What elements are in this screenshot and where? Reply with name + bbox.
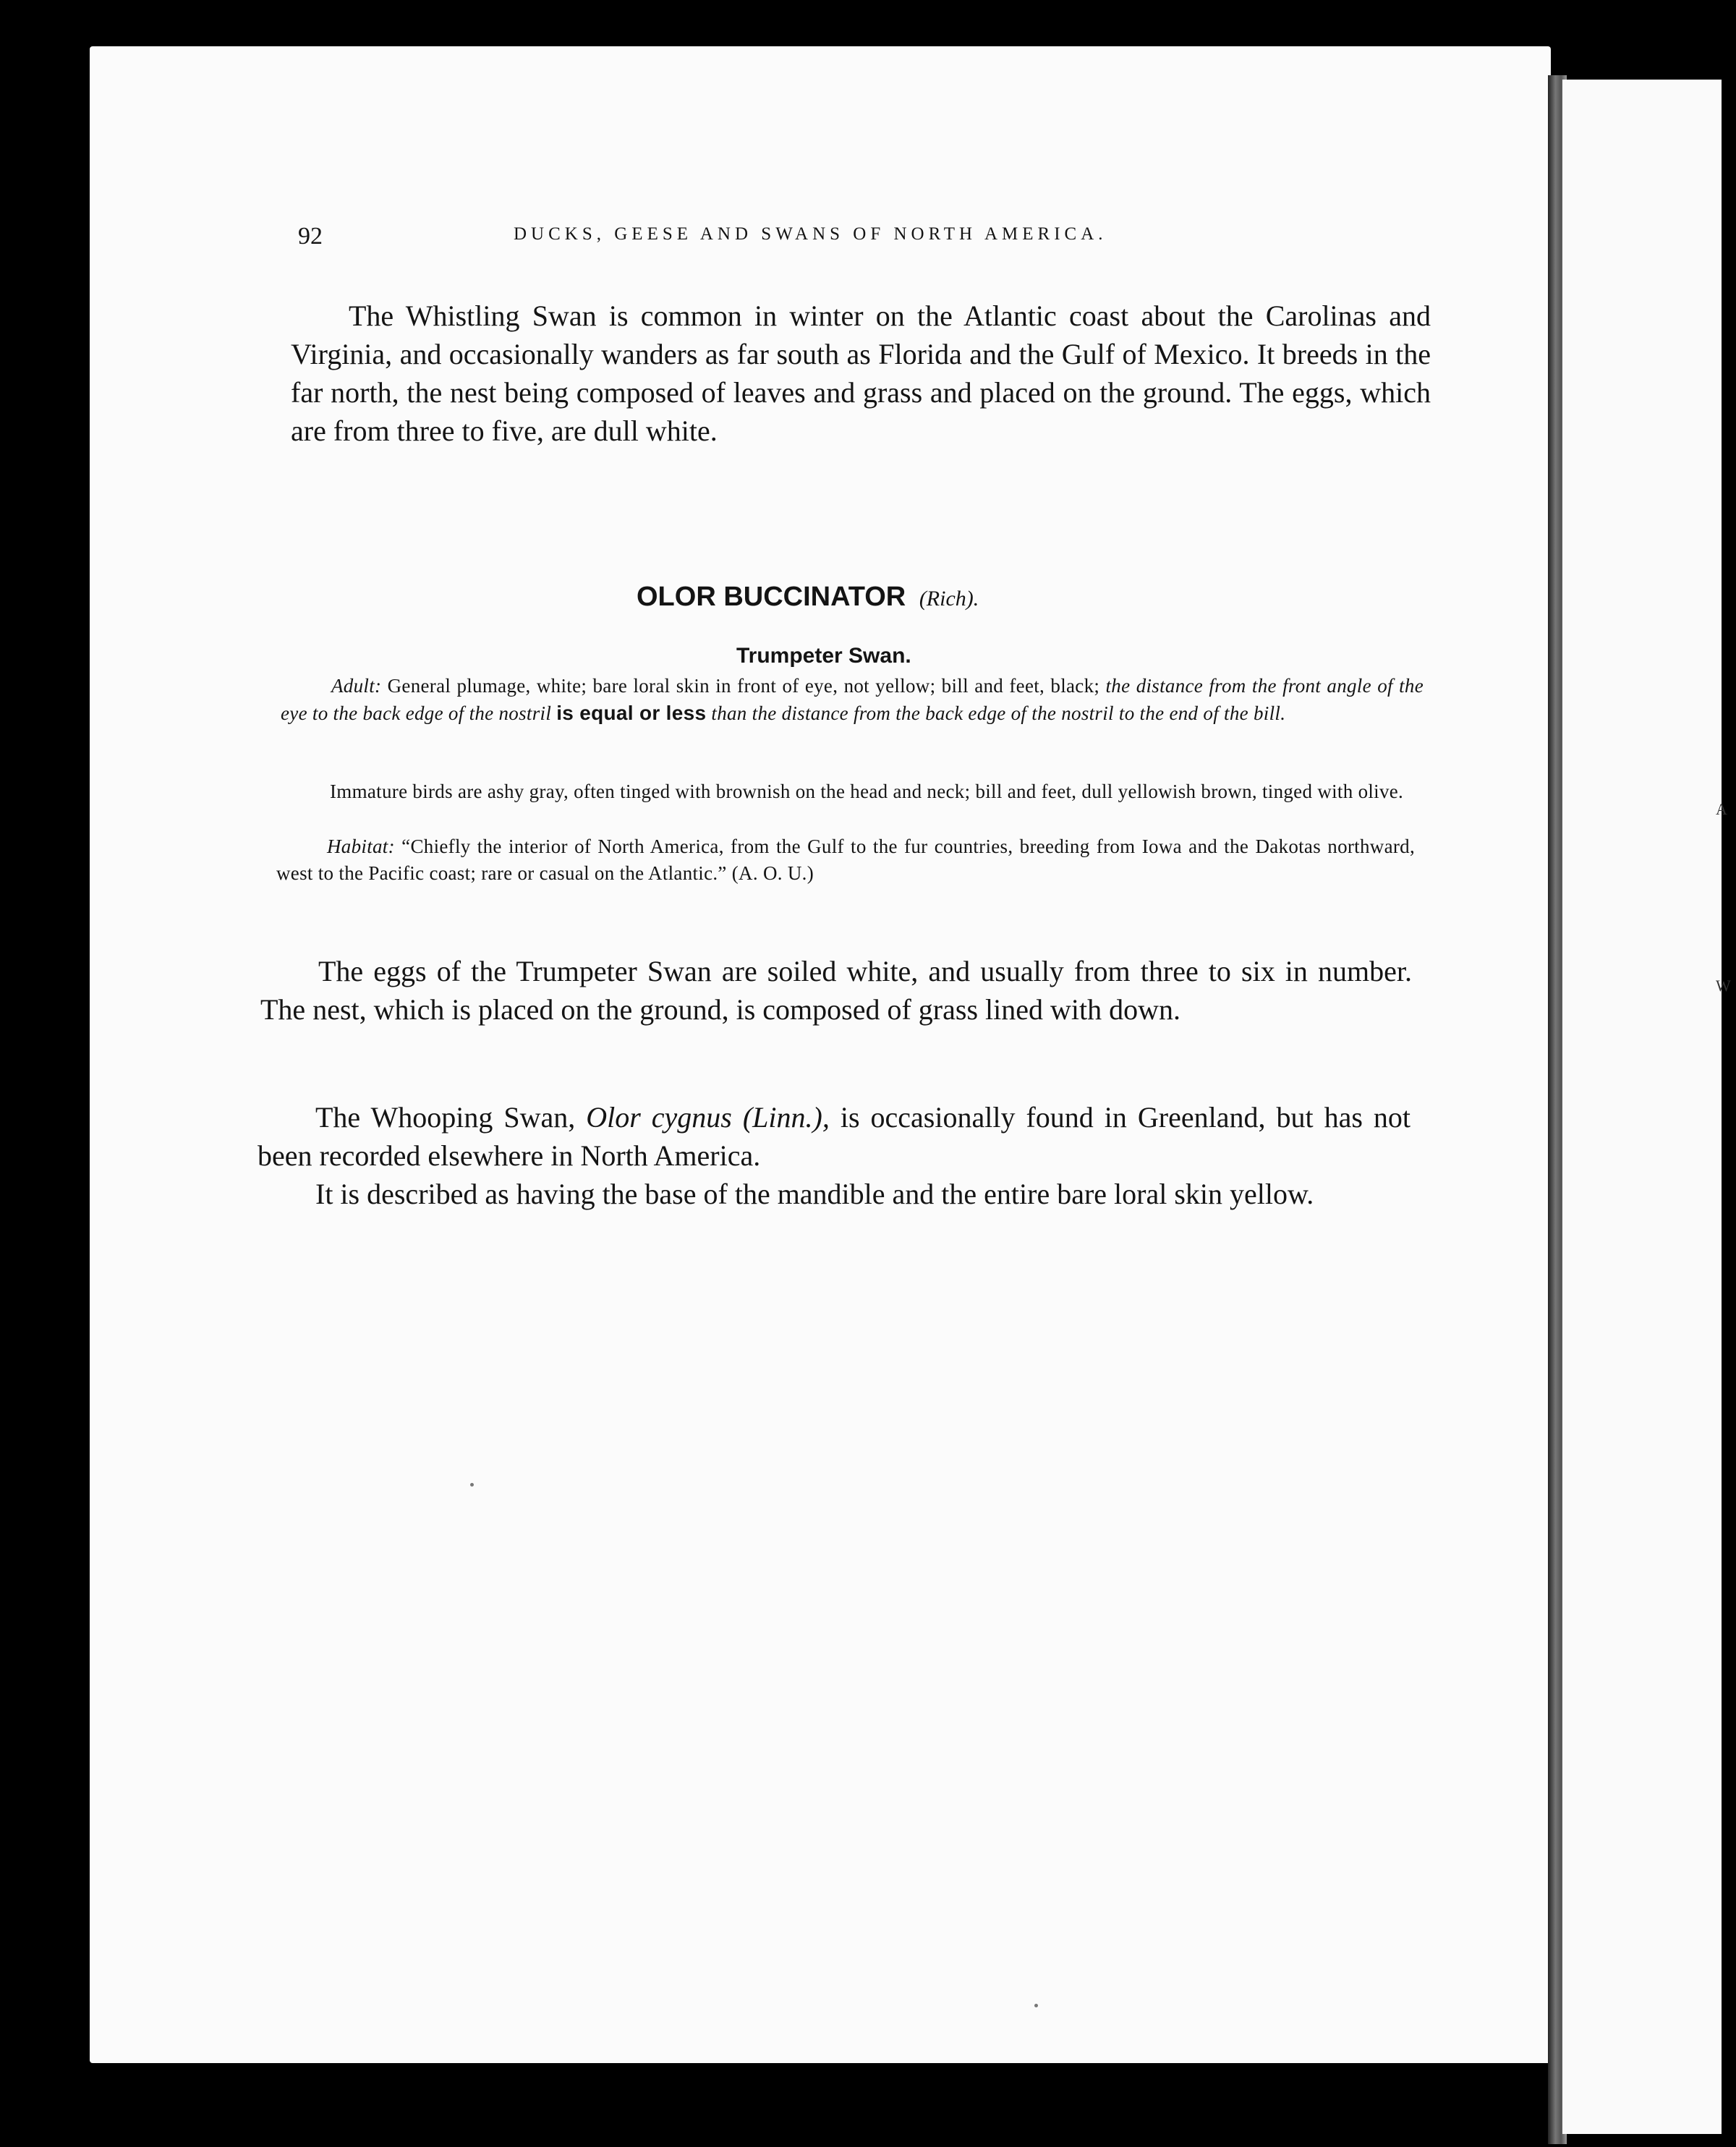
paragraph-whooping-swan	[258, 1098, 1410, 1175]
whooping-after: is occasionally found in Greenland, but has not been recorded elsewhere in North America.	[258, 1101, 1411, 1172]
adult-italic-text: the distance from the front angle of the eye to the back edge of the nostril	[281, 675, 1424, 724]
adult-description	[281, 673, 1424, 727]
scientific-name: OLOR BUCCINATOR	[637, 582, 906, 612]
facing-page-letter-1: A	[1716, 800, 1727, 818]
running-head-title: DUCKS, GEESE AND SWANS OF NORTH AMERICA.	[514, 224, 1107, 244]
habitat-text: “Chiefly the interior of North America, from the Gulf to the fur countries, breeding from Iowa and the Dakotas northward, west to the Pacific coast; rare or casual on the Atlantic.” (A. O. U.)	[276, 836, 1415, 884]
species-authority: (Rich).	[919, 587, 979, 611]
adult-bold-text: is equal or less	[556, 702, 707, 724]
adult-italic-text-2: than the distance from the back edge of the nostril to the end of the bill.	[711, 702, 1286, 724]
adult-text: General plumage, white; bare loral skin in front of eye, not yellow; bill and feet, black;	[387, 675, 1100, 697]
page-number: 92	[298, 223, 323, 250]
habitat-label: Habitat:	[327, 836, 395, 857]
paragraph-whooping-description: It is described as having the base of the mandible and the entire bare loral skin yellow.	[315, 1178, 1314, 1210]
paragraph-whistling-swan: The Whistling Swan is common in winter on the Atlantic coast about the Carolinas and Virginia, and occasionally wanders as far south as Florida and the Gulf of Mexico. It breeds in the far north, the nest being composed of leaves and grass and placed on the ground. The eggs, which are from three to five, are dull white.	[291, 299, 1431, 447]
whooping-scientific-name: Olor cygnus (Linn.),	[586, 1101, 830, 1134]
scan-speck	[1034, 2004, 1038, 2007]
species-heading	[637, 582, 1215, 613]
paragraph-trumpeter-eggs: The eggs of the Trumpeter Swan are soiled white, and usually from three to six in number. The nest, which is placed on the ground, is composed of grass lined with down.	[260, 955, 1412, 1026]
adult-label: Adult:	[331, 675, 382, 697]
immature-description: Immature birds are ashy gray, often tinged with brownish on the head and neck; bill and feet, dull yellowish brown, tinged with olive.	[330, 781, 1404, 802]
facing-page-letter-2: W	[1716, 977, 1731, 995]
whooping-before: The Whooping Swan,	[315, 1101, 576, 1134]
habitat-description	[276, 833, 1415, 887]
common-name: Trumpeter Swan.	[736, 644, 911, 668]
scan-speck	[470, 1483, 474, 1487]
facing-page-edge	[1562, 80, 1722, 2134]
running-head	[297, 224, 1519, 245]
